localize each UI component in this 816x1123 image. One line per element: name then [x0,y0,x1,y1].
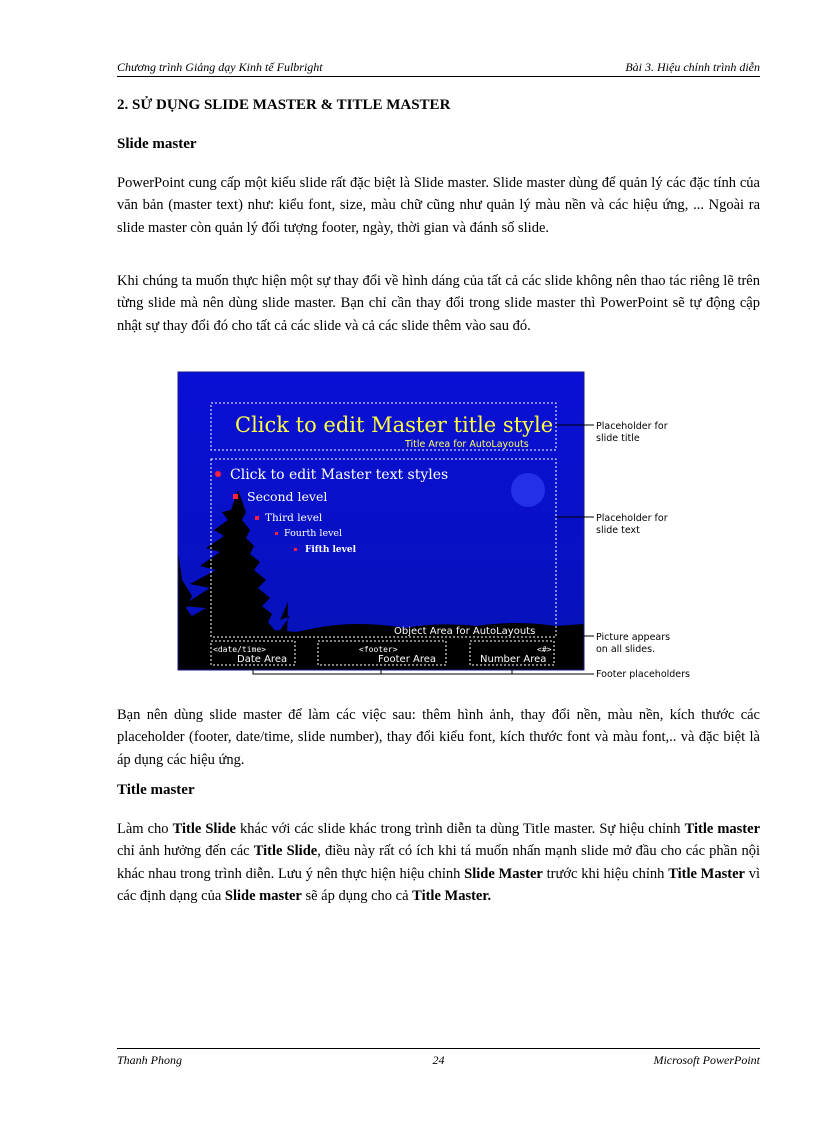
section-title: 2. SỬ DỤNG SLIDE MASTER & TITLE MASTER [117,97,451,113]
footer-author: Thanh Phong [117,1053,183,1067]
date-area-label: Date Area [237,654,288,665]
master-title-text: Click to edit Master title style [235,413,554,437]
bullet-2-marker [233,494,238,499]
bullet-2-text: Second level [247,489,328,504]
bullet-5-marker [294,548,297,551]
callout-footer-placeholders: Footer placeholders [596,669,691,680]
footer-right: Microsoft PowerPoint [653,1053,760,1067]
page-footer [117,1048,760,1067]
bullet-1-marker [215,471,221,477]
footer-area-label: Footer Area [378,654,437,665]
paragraph-slide-master-2: Khi chúng ta muốn thực hiện một sự thay đổi về hình dáng của tất cả các slide không nên thao tác riêng lẽ trên từng slide mà nên dùng slide master. Bạn chỉ cần thay đổi trong slide master thì PowerPoint sẽ tự động cập nhật sự thay đổi đó cho tất cả các slide và cả các slide thêm vào sau đó. [117,273,760,334]
header-left: Chương trình Giảng dạy Kinh tế Fulbright [117,60,323,74]
slide-master-figure [176,370,703,684]
heading-title-master: Title master [117,782,195,798]
date-tag: <date/time> [213,645,266,654]
paragraph-slide-master-1: PowerPoint cung cấp một kiểu slide rất đặc biệt là Slide master. Slide master dùng để quản lý các đặc tính của văn bản (master text) như: kiểu font, size, màu chữ cũng như quản lý màu nền và các hiệu ứng, ... Ngoài ra slide master còn quản lý đối tượng footer, ngày, thời gian và đánh số slide. [117,175,760,236]
number-area-label: Number Area [480,654,547,665]
bullet-5-text: Fifth level [305,545,357,555]
bullet-4-text: Fourth level [284,528,343,539]
callout-picture: Picture appears on all slides. [596,632,671,655]
moon-shape [511,473,545,507]
bullet-3-text: Third level [265,512,323,524]
object-area-label: Object Area for AutoLayouts [394,626,536,637]
paragraph-title-master: Làm cho Title Slide khác với các slide khác trong trình diễn ta dùng Title master. Sự hiệu chỉnh Title master chỉ ảnh hưởng đến các Title Slide, điều này rất có ích khi tá muốn nhấn mạnh slide mở đầu cho các phần nội khác nhau trong trình diễn. Lưu ý nên thực hiện hiệu chỉnh Slide Master trước khi hiệu chỉnh Title Master vì các định dạng của Slide master sẽ áp dụng cho cả Title Master. [117,821,761,904]
number-tag: <#> [537,645,552,654]
page-header [117,59,760,77]
bullet-1-text: Click to edit Master text styles [230,467,449,483]
callout-title-placeholder: Placeholder for slide title [596,421,668,444]
callout-text-placeholder: Placeholder for slide text [596,513,668,536]
bullet-4-marker [275,532,278,535]
footer-tag: <footer> [359,645,398,654]
title-area-label: Title Area for AutoLayouts [405,439,529,450]
paragraph-slide-master-3: Bạn nên dùng slide master để làm các việc sau: thêm hình ảnh, thay đổi nền, màu nền, kích thước các placeholder (footer, date/time, slide number), thay đổi kiểu font, kích thước font và màu font,.. và đặc biệt là áp dụng các hiệu ứng. [117,707,760,768]
heading-slide-master: Slide master [117,136,197,152]
page-number: 24 [432,1053,445,1067]
bullet-3-marker [255,516,259,520]
header-right: Bài 3. Hiệu chỉnh trình diễn [625,60,760,74]
